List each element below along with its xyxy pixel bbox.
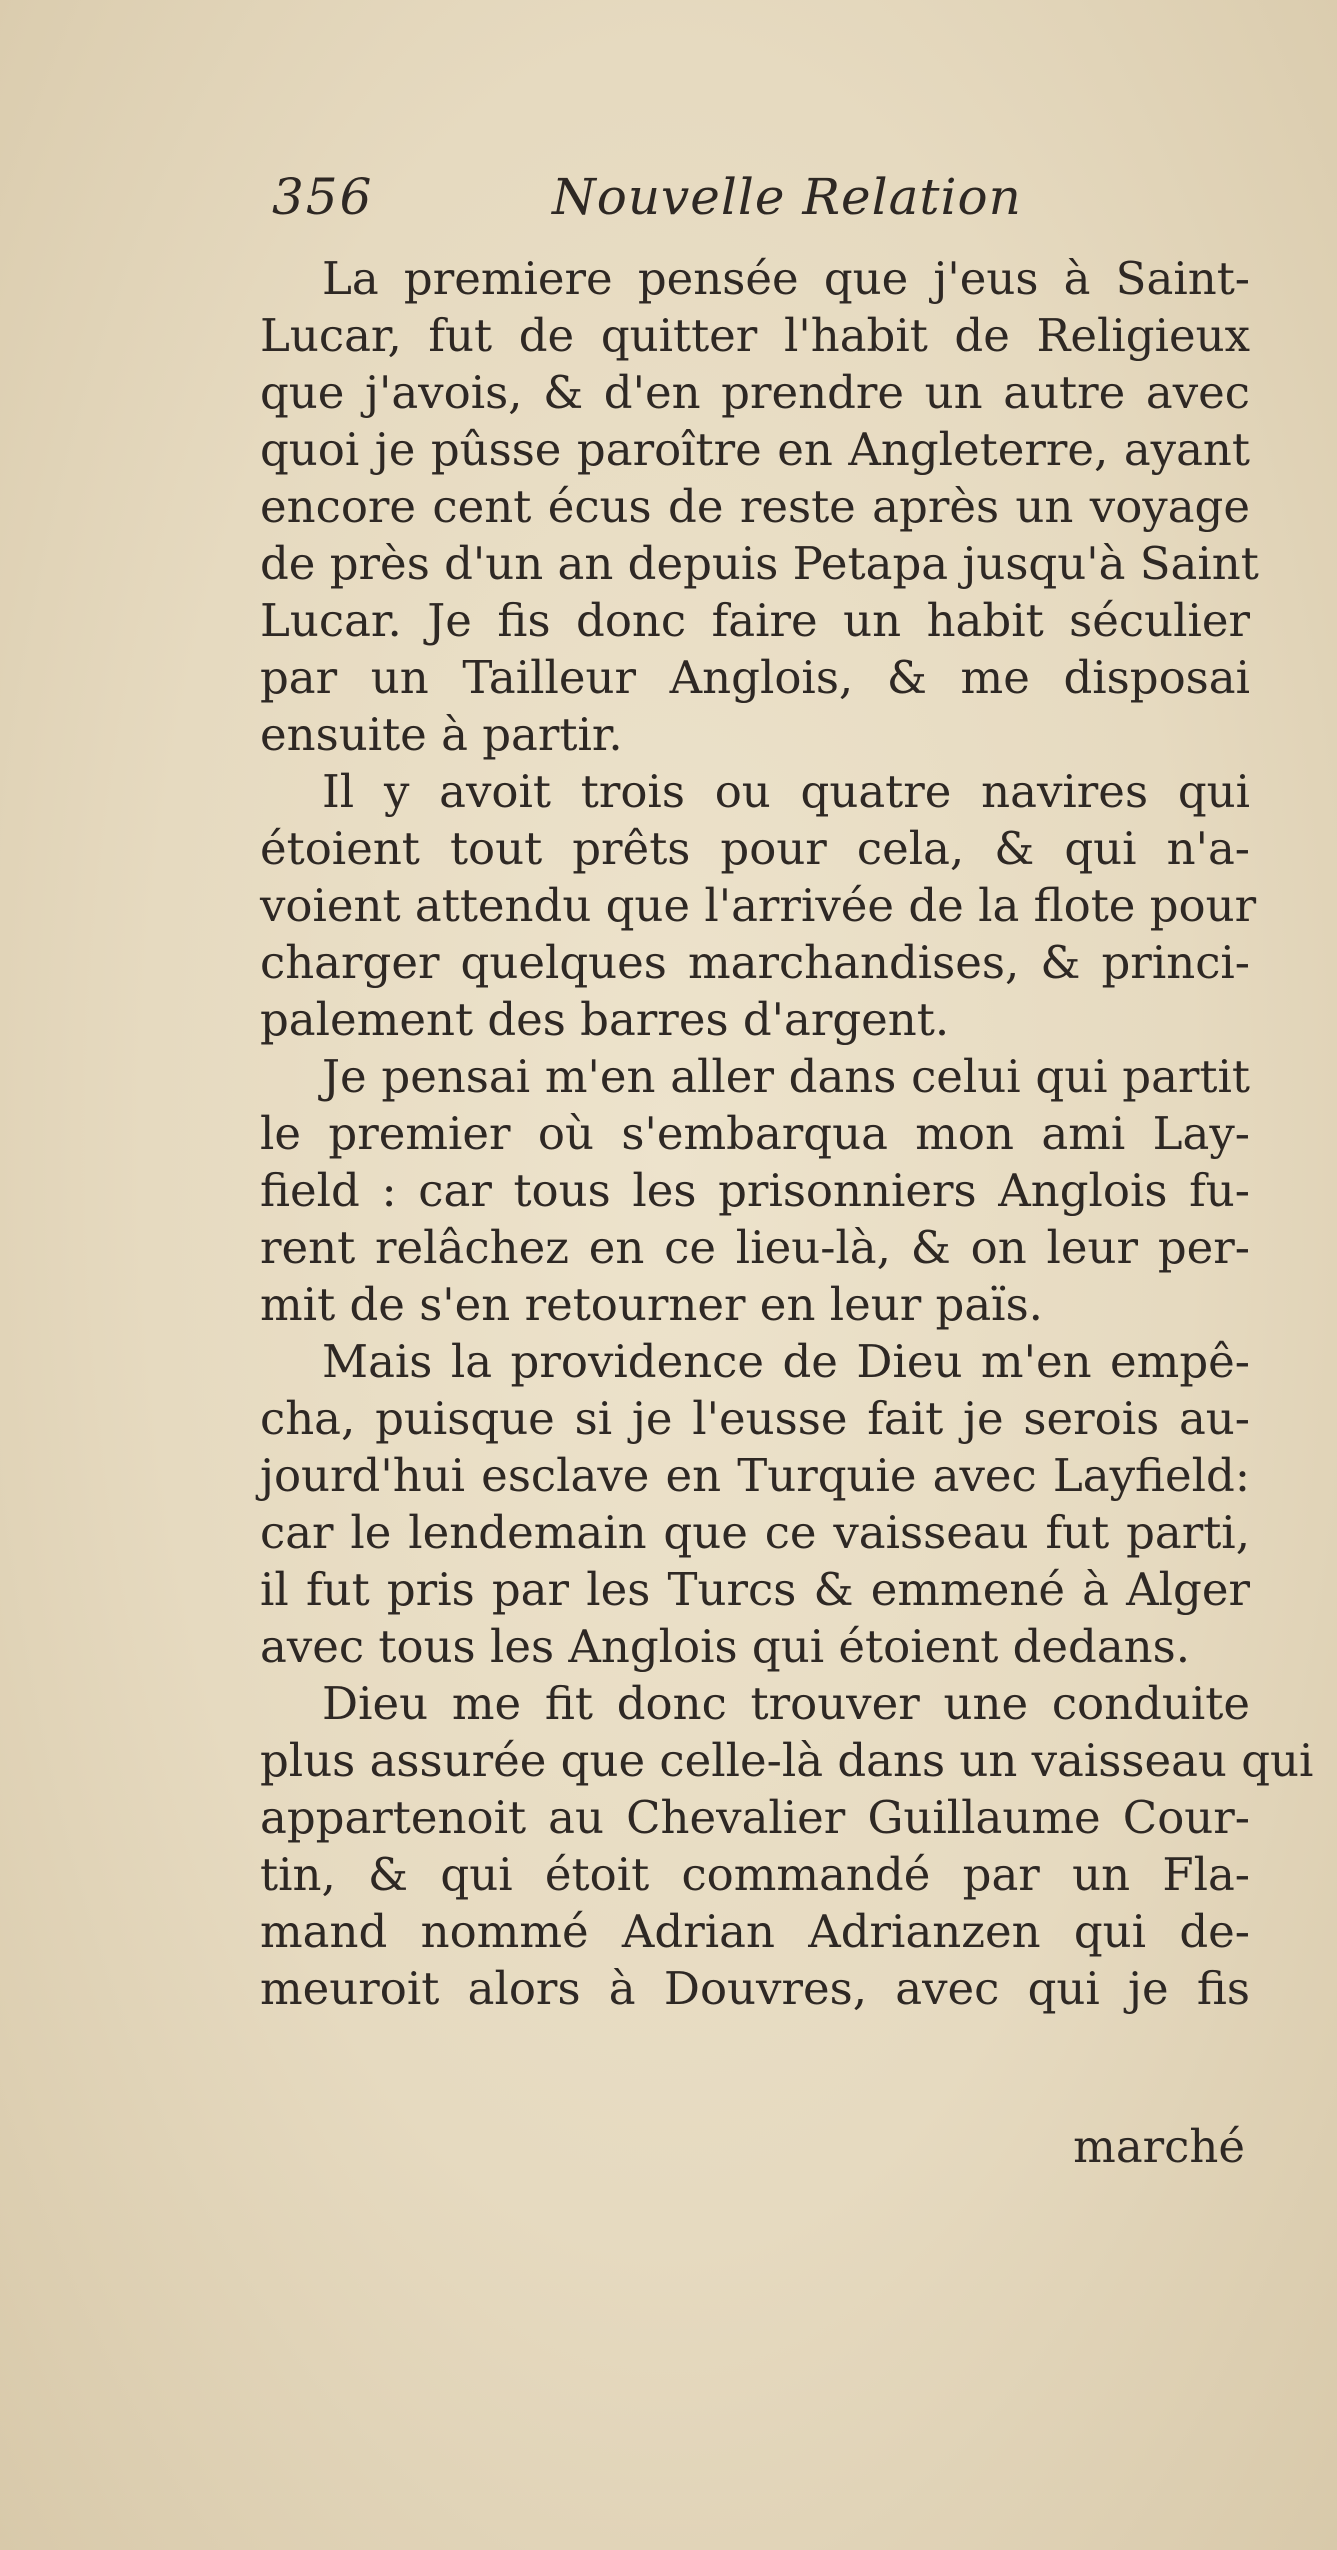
page-number: 356 [272,168,374,226]
page-header [272,168,1232,228]
text-line: il fut pris par les Turcs & emmené à Alger [260,1563,1250,1616]
text-line: par un Tailleur Anglois, & me disposai [260,651,1250,704]
text-line: Il y avoit trois ou quatre navires qui [322,765,1250,818]
catchword: marché [1073,2120,1245,2173]
text-line: Lucar, fut de quitter l'habit de Religieux [260,309,1250,362]
text-line: appartenoit au Chevalier Guillaume Cour- [260,1791,1250,1844]
text-line: plus assurée que celle-là dans un vaisseau qui [260,1734,1314,1787]
text-line: le premier où s'embarqua mon ami Lay- [260,1107,1250,1160]
text-line: Dieu me fit donc trouver une conduite [322,1677,1250,1730]
text-line: Je pensai m'en aller dans celui qui partit [322,1050,1250,1103]
running-head: Nouvelle Relation [552,168,1022,226]
text-line: jourd'hui esclave en Turquie avec Layfield: [260,1449,1250,1502]
text-line: palement des barres d'argent. [260,993,950,1046]
text-line: étoient tout prêts pour cela, & qui n'a- [260,822,1250,875]
body-text [260,250,1314,2017]
text-line: avec tous les Anglois qui étoient dedans. [260,1620,1191,1673]
text-line: voient attendu que l'arrivée de la flote pour [260,879,1257,932]
text-line: ensuite à partir. [260,708,623,761]
text-line: mit de s'en retourner en leur païs. [260,1278,1043,1331]
text-line: tin, & qui étoit commandé par un Fla- [260,1848,1250,1901]
text-line: charger quelques marchandises, & princi- [260,936,1250,989]
text-line: car le lendemain que ce vaisseau fut parti, [260,1506,1250,1559]
text-line: que j'avois, & d'en prendre un autre avec [260,366,1250,419]
text-line: meuroit alors à Douvres, avec qui je fis [260,1962,1250,2015]
text-line: de près d'un an depuis Petapa jusqu'à Saint [260,537,1259,590]
text-line: encore cent écus de reste après un voyage [260,480,1250,533]
text-line: mand nommé Adrian Adrianzen qui de- [260,1905,1250,1958]
text-line: rent relâchez en ce lieu-là, & on leur per- [260,1221,1250,1274]
text-line: quoi je pûsse paroître en Angleterre, ayant [260,423,1250,476]
text-line: cha, puisque si je l'eusse fait je serois au- [260,1392,1250,1445]
text-line: field : car tous les prisonniers Anglois fu- [260,1164,1250,1217]
text-line: La premiere pensée que j'eus à Saint- [322,252,1250,305]
text-line: Mais la providence de Dieu m'en empê- [322,1335,1250,1388]
text-line: Lucar. Je fis donc faire un habit séculier [260,594,1250,647]
